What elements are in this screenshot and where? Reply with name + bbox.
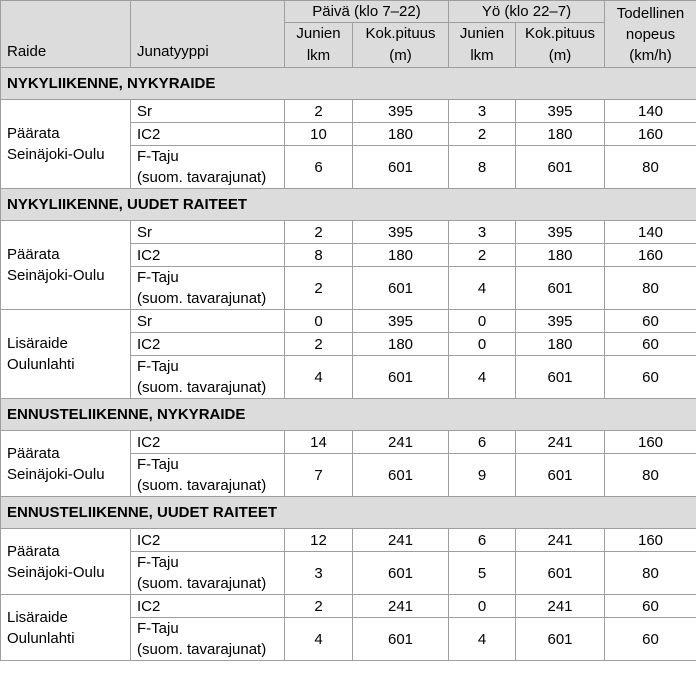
night-pituus-cell: 601 <box>516 356 605 399</box>
night-pituus-cell: 180 <box>516 123 605 146</box>
day-junien-cell: 10 <box>285 123 353 146</box>
day-junien-cell: 2 <box>285 595 353 618</box>
nopeus-cell: 140 <box>605 221 696 244</box>
night-junien-cell: 0 <box>449 333 516 356</box>
section-title: NYKYLIIKENNE, UUDET RAITEET <box>1 189 696 221</box>
night-junien-cell: 3 <box>449 221 516 244</box>
table-body <box>1 68 696 661</box>
day-junien-cell: 8 <box>285 244 353 267</box>
table-row <box>1 431 696 454</box>
nopeus-cell: 60 <box>605 356 696 399</box>
header-todellinen-line3: (km/h) <box>629 46 672 64</box>
section-row <box>1 399 696 431</box>
raide-cell <box>1 529 131 595</box>
section-title: NYKYLIIKENNE, NYKYRAIDE <box>1 68 696 100</box>
nopeus-cell: 60 <box>605 618 696 661</box>
junatyyppi-line: F-Taju <box>137 358 179 375</box>
header-todellinen-nopeus <box>605 1 696 68</box>
day-pituus-cell: 601 <box>353 618 449 661</box>
day-pituus-cell: 601 <box>353 356 449 399</box>
day-pituus-cell: 601 <box>353 146 449 189</box>
section-title: ENNUSTELIIKENNE, UUDET RAITEET <box>1 497 696 529</box>
junatyyppi-line: IC2 <box>137 531 161 549</box>
day-junien-cell: 2 <box>285 333 353 356</box>
nopeus-cell: 60 <box>605 333 696 356</box>
nopeus-cell: 80 <box>605 454 696 497</box>
night-junien-cell: 9 <box>449 454 516 497</box>
junatyyppi-cell <box>131 356 285 399</box>
night-junien-cell: 2 <box>449 244 516 267</box>
night-junien-cell: 6 <box>449 431 516 454</box>
raide-line: Seinäjoki-Oulu <box>7 563 105 581</box>
table-row <box>1 100 696 123</box>
header-junatyyppi: Junatyyppi <box>131 1 285 68</box>
junatyyppi-cell <box>131 310 285 333</box>
raide-line: Päärata <box>7 246 60 263</box>
raide-cell <box>1 431 131 497</box>
table-row <box>1 221 696 244</box>
raide-line: Päärata <box>7 542 60 560</box>
junatyyppi-line: (suom. tavarajunat) <box>137 477 267 494</box>
table-row <box>1 529 696 552</box>
junatyyppi-line: Sr <box>137 312 152 330</box>
night-pituus-cell: 601 <box>516 454 605 497</box>
nopeus-cell: 160 <box>605 244 696 267</box>
nopeus-cell: 80 <box>605 267 696 310</box>
header-kok-line2: (m) <box>548 47 572 64</box>
day-pituus-cell: 241 <box>353 595 449 618</box>
night-pituus-cell: 601 <box>516 618 605 661</box>
day-pituus-cell: 180 <box>353 123 449 146</box>
day-pituus-cell: 395 <box>353 100 449 123</box>
section-row <box>1 189 696 221</box>
raide-line: Oulunlahti <box>7 356 75 373</box>
junatyyppi-cell <box>131 221 285 244</box>
junatyyppi-line: (suom. tavarajunat) <box>137 641 267 658</box>
header-kok-line1: Kok.pituus <box>365 25 436 42</box>
day-junien-cell: 6 <box>285 146 353 189</box>
raide-cell <box>1 100 131 189</box>
junatyyppi-cell <box>131 529 285 552</box>
night-pituus-cell: 601 <box>516 267 605 310</box>
day-pituus-cell: 180 <box>353 333 449 356</box>
day-junien-cell: 2 <box>285 100 353 123</box>
day-junien-cell: 4 <box>285 618 353 661</box>
night-pituus-cell: 395 <box>516 221 605 244</box>
table-row <box>1 310 696 333</box>
junatyyppi-line: (suom. tavarajunat) <box>137 575 267 592</box>
raide-line: Oulunlahti <box>7 629 75 647</box>
junatyyppi-line: F-Taju <box>137 148 179 165</box>
nopeus-cell: 160 <box>605 529 696 552</box>
junatyyppi-cell <box>131 618 285 661</box>
raide-line: Seinäjoki-Oulu <box>7 146 105 163</box>
section-row <box>1 68 696 100</box>
day-pituus-cell: 601 <box>353 267 449 310</box>
header-junien-line1: Junien <box>459 25 505 42</box>
raide-line: Päärata <box>7 444 60 462</box>
junatyyppi-cell <box>131 454 285 497</box>
day-pituus-cell: 241 <box>353 431 449 454</box>
day-junien-cell: 12 <box>285 529 353 552</box>
header-kok-line2: (m) <box>389 47 412 64</box>
day-pituus-cell: 601 <box>353 454 449 497</box>
header-day-junien-lkm <box>285 23 353 68</box>
night-junien-cell: 2 <box>449 123 516 146</box>
day-junien-cell: 14 <box>285 431 353 454</box>
junatyyppi-line: Sr <box>137 223 152 241</box>
junatyyppi-cell <box>131 595 285 618</box>
header-junien-line2: lkm <box>306 47 331 64</box>
junatyyppi-line: (suom. tavarajunat) <box>137 290 267 307</box>
day-pituus-cell: 395 <box>353 221 449 244</box>
nopeus-cell: 160 <box>605 123 696 146</box>
night-pituus-cell: 395 <box>516 100 605 123</box>
raide-line: Päärata <box>7 125 60 142</box>
raide-cell <box>1 310 131 399</box>
junatyyppi-cell <box>131 552 285 595</box>
nopeus-cell: 60 <box>605 595 696 618</box>
junatyyppi-cell <box>131 100 285 123</box>
day-junien-cell: 0 <box>285 310 353 333</box>
day-pituus-cell: 395 <box>353 310 449 333</box>
junatyyppi-line: IC2 <box>137 433 161 451</box>
header-todellinen-line1: Todellinen <box>616 4 685 22</box>
raide-line: Lisäraide <box>7 608 68 626</box>
junatyyppi-cell <box>131 123 285 146</box>
night-pituus-cell: 241 <box>516 431 605 454</box>
junatyyppi-line: IC2 <box>137 597 161 615</box>
header-raide: Raide <box>1 1 131 68</box>
header-night-junien-lkm <box>449 23 516 68</box>
junatyyppi-line: IC2 <box>137 246 161 264</box>
day-pituus-cell: 180 <box>353 244 449 267</box>
raide-line: Lisäraide <box>7 335 68 352</box>
junatyyppi-cell <box>131 267 285 310</box>
raide-line: Seinäjoki-Oulu <box>7 267 105 284</box>
header-todellinen-line2: nopeus <box>625 25 676 43</box>
header-night-kok-pituus <box>516 23 605 68</box>
nopeus-cell: 80 <box>605 146 696 189</box>
raide-cell <box>1 595 131 661</box>
night-junien-cell: 4 <box>449 267 516 310</box>
night-pituus-cell: 395 <box>516 310 605 333</box>
night-pituus-cell: 241 <box>516 595 605 618</box>
night-pituus-cell: 241 <box>516 529 605 552</box>
junatyyppi-cell <box>131 146 285 189</box>
junatyyppi-cell <box>131 431 285 454</box>
night-junien-cell: 8 <box>449 146 516 189</box>
junatyyppi-cell <box>131 333 285 356</box>
nopeus-cell: 80 <box>605 552 696 595</box>
header-junien-line1: Junien <box>296 25 341 42</box>
junatyyppi-line: (suom. tavarajunat) <box>137 169 267 186</box>
night-junien-cell: 0 <box>449 595 516 618</box>
night-pituus-cell: 601 <box>516 146 605 189</box>
nopeus-cell: 60 <box>605 310 696 333</box>
day-junien-cell: 4 <box>285 356 353 399</box>
night-junien-cell: 3 <box>449 100 516 123</box>
day-junien-cell: 2 <box>285 267 353 310</box>
night-junien-cell: 6 <box>449 529 516 552</box>
junatyyppi-line: Sr <box>137 102 152 120</box>
day-pituus-cell: 601 <box>353 552 449 595</box>
raide-line: Seinäjoki-Oulu <box>7 465 105 483</box>
day-junien-cell: 7 <box>285 454 353 497</box>
section-row <box>1 497 696 529</box>
junatyyppi-line: F-Taju <box>137 456 179 473</box>
night-pituus-cell: 601 <box>516 552 605 595</box>
header-kok-line1: Kok.pituus <box>524 25 596 42</box>
junatyyppi-line: F-Taju <box>137 269 179 286</box>
night-junien-cell: 4 <box>449 618 516 661</box>
junatyyppi-line: F-Taju <box>137 620 179 637</box>
night-junien-cell: 0 <box>449 310 516 333</box>
header-yo: Yö (klo 22–7) <box>449 1 605 23</box>
raide-cell <box>1 221 131 310</box>
header-junien-line2: lkm <box>470 47 494 64</box>
header-paiva: Päivä (klo 7–22) <box>285 1 449 23</box>
junatyyppi-line: (suom. tavarajunat) <box>137 379 267 396</box>
nopeus-cell: 140 <box>605 100 696 123</box>
day-junien-cell: 3 <box>285 552 353 595</box>
day-junien-cell: 2 <box>285 221 353 244</box>
night-junien-cell: 5 <box>449 552 516 595</box>
section-title: ENNUSTELIIKENNE, NYKYRAIDE <box>1 399 696 431</box>
header-day-kok-pituus <box>353 23 449 68</box>
night-pituus-cell: 180 <box>516 244 605 267</box>
night-pituus-cell: 180 <box>516 333 605 356</box>
junatyyppi-line: IC2 <box>137 335 161 353</box>
junatyyppi-line: IC2 <box>137 125 161 143</box>
night-junien-cell: 4 <box>449 356 516 399</box>
junatyyppi-line: F-Taju <box>137 554 179 571</box>
table-header <box>1 1 696 68</box>
day-pituus-cell: 241 <box>353 529 449 552</box>
junatyyppi-cell <box>131 244 285 267</box>
table-row <box>1 595 696 618</box>
nopeus-cell: 160 <box>605 431 696 454</box>
